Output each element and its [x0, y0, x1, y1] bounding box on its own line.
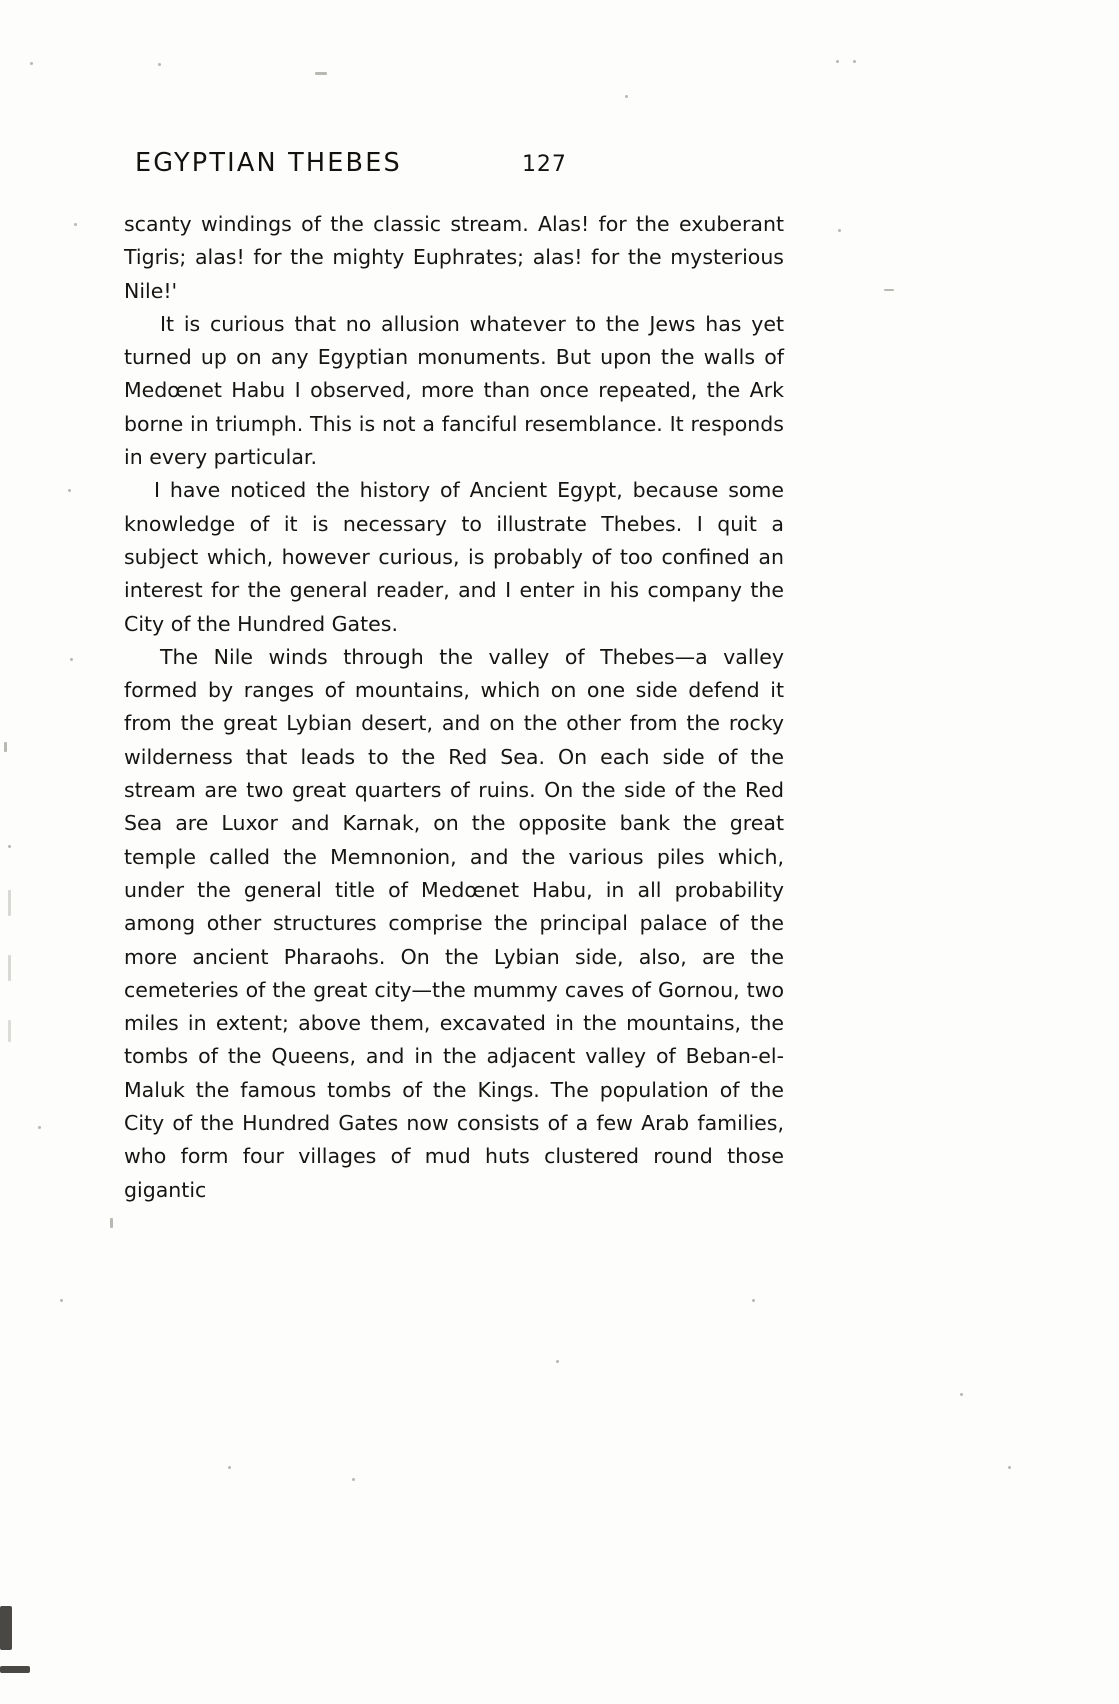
scan-speck	[1008, 1466, 1011, 1469]
page-edge-mark	[0, 1606, 12, 1650]
scan-speck	[838, 229, 841, 232]
scan-speck	[70, 658, 73, 661]
paragraph: I have noticed the history of Ancient Egypt, because some knowledge of it is necessary to illustrate Thebes. I quit a subject which, however curious, is probably of too confined an interest for the general reader, and I enter in his company the City of the Hundred Gates.	[124, 478, 784, 636]
scan-speck	[625, 95, 628, 98]
running-title: EGYPTIAN THEBES	[135, 148, 402, 178]
paragraph: scanty windings of the classic stream. Alas! for the exuberant Tigris; alas! for the mighty Euphrates; alas! for the mysterious Nile!'	[124, 212, 784, 303]
scan-speck	[352, 1478, 355, 1481]
scan-speck	[4, 742, 7, 752]
scan-speck	[836, 60, 839, 63]
page-number: 127	[521, 152, 567, 177]
scan-speck	[60, 1299, 63, 1302]
scan-speck	[884, 289, 894, 291]
page-edge-mark	[0, 1666, 30, 1673]
scan-speck	[853, 60, 856, 63]
scan-speck	[74, 223, 77, 226]
scan-speck	[110, 1218, 113, 1228]
paragraph: It is curious that no allusion whatever to the Jews has yet turned up on any Egyptian monuments. But upon the walls of Medœnet Habu I observed, more than once repeated, the Ark borne in triumph. This is not a fanciful resemblance. It responds in every particular.	[124, 311, 784, 470]
scan-speck	[315, 72, 327, 75]
scan-speck	[30, 62, 33, 65]
page-body	[124, 208, 784, 1207]
scan-speck	[38, 1126, 41, 1129]
scan-speck	[752, 1299, 755, 1302]
scan-speck	[68, 489, 71, 492]
scan-speck	[228, 1466, 231, 1469]
scan-speck	[8, 1020, 11, 1042]
scan-speck	[556, 1360, 559, 1363]
paragraph: The Nile winds through the valley of Thebes—a valley formed by ranges of mountains, which on one side defend it from the great Lybian desert, and on the other from the rocky wilderness that leads to the Red Sea. On each side of the stream are two great quarters of ruins. On the side of the Red Sea are Luxor and Karnak, on the opposite bank the great temple called the Memnonion, and the various piles which, under the general title of Medœnet Habu, in all probability among other structures comprise the principal palace of the more ancient Pharaohs. On the Lybian side, also, are the cemeteries of the great city—the mummy caves of Gornou, two miles in extent; above them, excavated in the mountains, the tombs of the Queens, and in the adjacent valley of Beban-el-Maluk the famous tombs of the Kings. The population of the City of the Hundred Gates now consists of a few Arab families, who form four villages of mud huts clustered round those gigantic	[124, 644, 784, 1202]
scan-speck	[158, 63, 161, 66]
page-header	[135, 148, 785, 178]
scan-speck	[960, 1393, 963, 1396]
scan-speck	[8, 890, 11, 916]
scan-speck	[8, 845, 11, 848]
scan-speck	[8, 955, 11, 981]
